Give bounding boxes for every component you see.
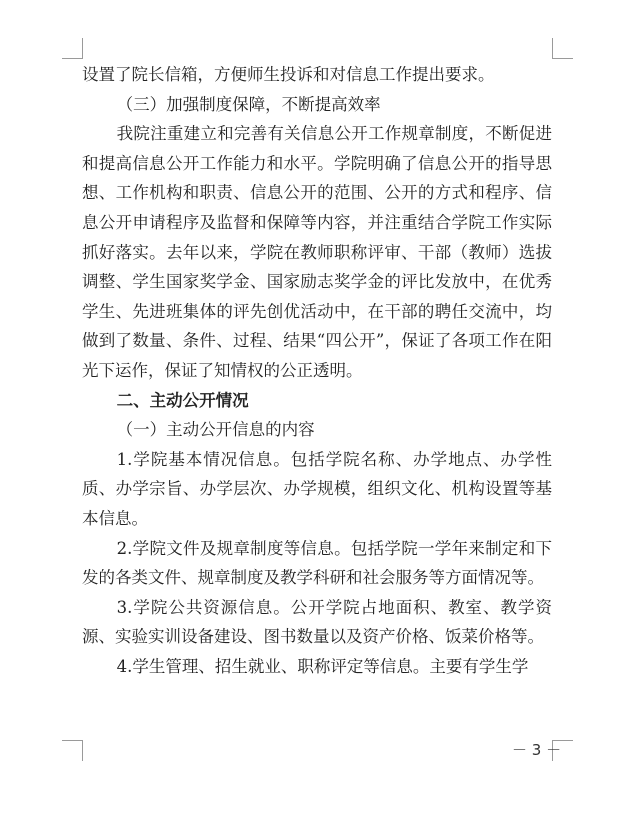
list-item-3: 3.学院公共资源信息。公开学院占地面积、教室、教学资源、实验实训设备建设、图书数量以及资产价格、饭菜价格等。 — [82, 597, 552, 647]
crop-mark-top-right — [552, 38, 573, 59]
list-item-1: 1.学院基本情况信息。包括学院名称、办学地点、办学性质、办学宗旨、办学层次、办学规模，组织文化、机构设置等基本信息。 — [82, 449, 552, 528]
page-number: － 3 － — [512, 741, 562, 759]
chapter-heading-2: 二、主动公开情况 — [116, 390, 249, 410]
crop-mark-bottom-left — [62, 740, 83, 761]
paragraph-regulations: 我院注重建立和完善有关信息公开工作规章制度，不断促进和提高信息公开工作能力和水平。学院明确了信息公开的指导思想、工作机构和职责、信息公开的范围、公开的方式和程序、信息公开申请程序及监督和保障等内容，并注重结合学院工作实际抓好落实。去年以来，学院在教师职称评审、干部（教师）选拔调整、学生国家奖学金、国家励志奖学金的评比发放中，在优秀学生、先进班集体的评先创优活动中，在干部的聘任交流中，均做到了数量、条件、过程、结果“四公开”，保证了各项工作在阳光下运作，保证了知情权的公正透明。 — [82, 124, 552, 380]
list-item-4: 4.学生管理、招生就业、职称评定等信息。主要有学生学 — [116, 656, 529, 676]
paragraph-continuation: 设置了院长信箱，方便师生投诉和对信息工作提出要求。 — [82, 65, 495, 84]
document-body — [82, 60, 552, 681]
list-item-2: 2.学院文件及规章制度等信息。包括学院一学年来制定和下发的各类文件、规章制度及教学科研和社会服务等方面情况等。 — [82, 538, 552, 588]
section-heading-3: （三）加强制度保障，不断提高效率 — [116, 94, 381, 114]
section-heading-2-1: （一）主动公开信息的内容 — [116, 420, 315, 440]
crop-mark-top-left — [62, 38, 83, 59]
